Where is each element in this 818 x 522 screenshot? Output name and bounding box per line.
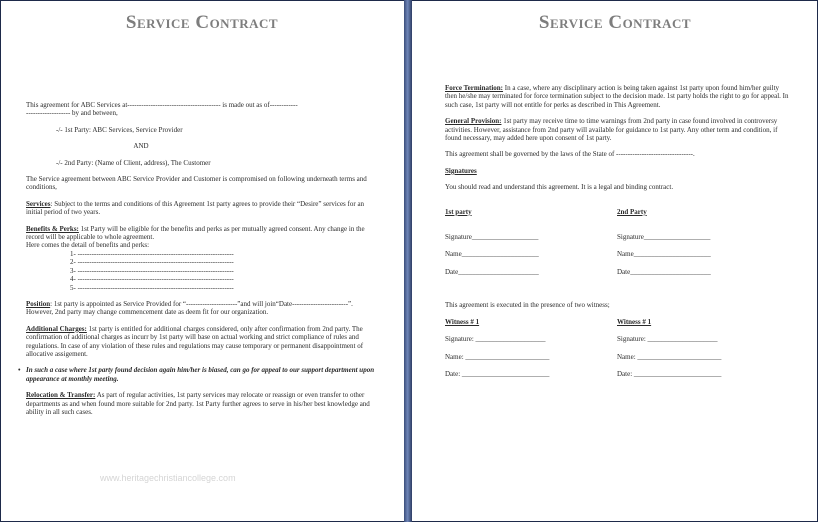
agreement-paragraph: The Service agreement between ABC Service Provider and Customer is compromised on following underneath terms and conditions, (26, 175, 367, 192)
left-page (0, 0, 404, 522)
force-heading: Force Termination: (445, 84, 504, 92)
position-text: : 1st party is appointed as Service Provided for “----------------------”and will join“Date------------------------”. However, 2nd party may change commencement date as deem fit for our organization. (26, 299, 353, 317)
benefits-paragraph (26, 225, 376, 242)
relocation-heading: Relocation & Transfer: (26, 391, 96, 400)
general-paragraph (445, 117, 789, 142)
position-heading: Position (26, 299, 51, 308)
benefits-heading: Benefits & Perks: (26, 224, 79, 233)
benefits-detail-line: Here comes the detail of benefits and perks: (26, 241, 150, 250)
page-divider (404, 0, 412, 522)
force-paragraph (445, 84, 789, 109)
read-line: You should read and understand this agreement. It is a legal and binding contract. (445, 183, 674, 192)
witness-two-column (617, 318, 789, 388)
witness-name-field[interactable]: Name: ________________________ (617, 352, 722, 361)
list-item: 3- ------------------------------------------------------------------- (70, 266, 234, 275)
first-party-column (445, 208, 617, 286)
witness-one-heading: Witness # 1 (445, 317, 480, 326)
right-page (412, 0, 818, 522)
date-field[interactable]: Date_______________________ (617, 267, 711, 276)
charges-text: 1st party is entitled for additional charges considered, only after confirmation from 2nd party. The confirmation of additional charges as incurr by 1st party will base on actual working and strict compliance of rules and regulations. In case of any violation of these rules and regulations may cause temporary or permanent disappointment of allocative assigement. (26, 324, 364, 358)
general-text: 1st party may receive time to time warnings from 2nd party in case found involved in controversy activities. However, assistance from 2nd party will available for guidance to 1st party. Any other term and condition, if found necessary, may added here upon consent of 1st party. (445, 117, 778, 143)
position-paragraph (26, 300, 376, 317)
first-party-line: -/- 1st Party: ABC Services, Service Provider (56, 125, 183, 134)
relocation-text: As part of regular activities, 1st party services may relocate or reassign or even transfer to other departments as and when found more suitable for 2nd party. 1st Party further agrees to serve in his/her best knowledge and ability in all such cases. (26, 391, 370, 416)
intro-line: This agreement for ABC Services at---------------------------------------- is made out as of------------ (26, 101, 298, 109)
second-party-heading: 2nd Party (617, 207, 647, 216)
second-party-column (617, 208, 789, 286)
list-item: 1- ------------------------------------------------------------------- (70, 249, 234, 258)
witness-date-field[interactable]: Date: _________________________ (445, 369, 550, 378)
right-page-body (445, 84, 789, 387)
witness-signature-block (445, 318, 789, 388)
witness-signature-field[interactable]: Signature: ____________________ (617, 335, 718, 344)
services-paragraph (26, 200, 376, 217)
signature-field[interactable]: Signature___________________ (445, 233, 539, 242)
name-field[interactable]: Name______________________ (617, 250, 711, 259)
relocation-paragraph (26, 391, 376, 416)
witness-date-field[interactable]: Date: _________________________ (617, 369, 722, 378)
charges-paragraph (26, 325, 376, 359)
list-item: 5- ------------------------------------------------------------------- (70, 283, 234, 292)
second-party-line: -/- 2nd Party: (Name of Client, address), The Customer (56, 158, 211, 167)
date-field[interactable]: Date_______________________ (445, 267, 539, 276)
appeal-text: In such a case where 1st party found decision again him/her is biased, can go for appeal to our support department upon appearance at monthly meeting. (26, 366, 375, 383)
list-item: 4- ------------------------------------------------------------------- (70, 275, 234, 284)
witness-one-column (445, 318, 617, 388)
witness-two-heading: Witness # 1 (617, 317, 652, 326)
first-party-heading: 1st party (445, 207, 472, 216)
name-field[interactable]: Name______________________ (445, 250, 539, 259)
governed-line: This agreement shall be governed by the laws of the State of ---------------------------------. (445, 150, 695, 159)
witness-line: This agreement is executed in the presence of two witness; (445, 301, 610, 310)
left-page-title: Service Contract (125, 12, 279, 33)
charges-heading: Additional Charges: (26, 324, 87, 333)
benefits-list (26, 250, 376, 292)
signatures-heading: Signatures (445, 166, 477, 175)
and-text: AND (133, 142, 149, 151)
party-signature-block (445, 208, 789, 286)
appeal-paragraph (18, 366, 376, 383)
signature-field[interactable]: Signature___________________ (617, 233, 711, 242)
force-text: In a case, where any disciplinary action is being taken against 1st party upon found him/her guilty then he/she may terminated for force termination subject to the decision made. 1st party holds the right to go for appeal. In such case, 1st party will not entitle for perks as described in This Agreement. (445, 84, 789, 109)
witness-signature-field[interactable]: Signature: ____________________ (445, 335, 546, 344)
benefits-text: 1st Party will be eligible for the benefits and perks as per mutually agreed consent. Any change in the record will be applicable to whole agreement. (26, 224, 365, 242)
right-page-title: Service Contract (538, 12, 692, 33)
left-page-body (18, 101, 376, 416)
witness-name-field[interactable]: Name: ________________________ (445, 352, 550, 361)
general-heading: General Provision: (445, 117, 502, 126)
intro-line-2: ------------------- by and between, (26, 109, 118, 118)
list-item: 2- ------------------------------------------------------------------- (70, 258, 234, 267)
services-text: : Subject to the terms and conditions of this Agreement 1st party agrees to provide their “Desire” services for an initial period of two years. (26, 199, 365, 217)
services-heading: Services (26, 199, 51, 208)
bullet-icon: • (18, 366, 21, 375)
watermark: www.heritagechristiancollege.com (100, 473, 236, 483)
